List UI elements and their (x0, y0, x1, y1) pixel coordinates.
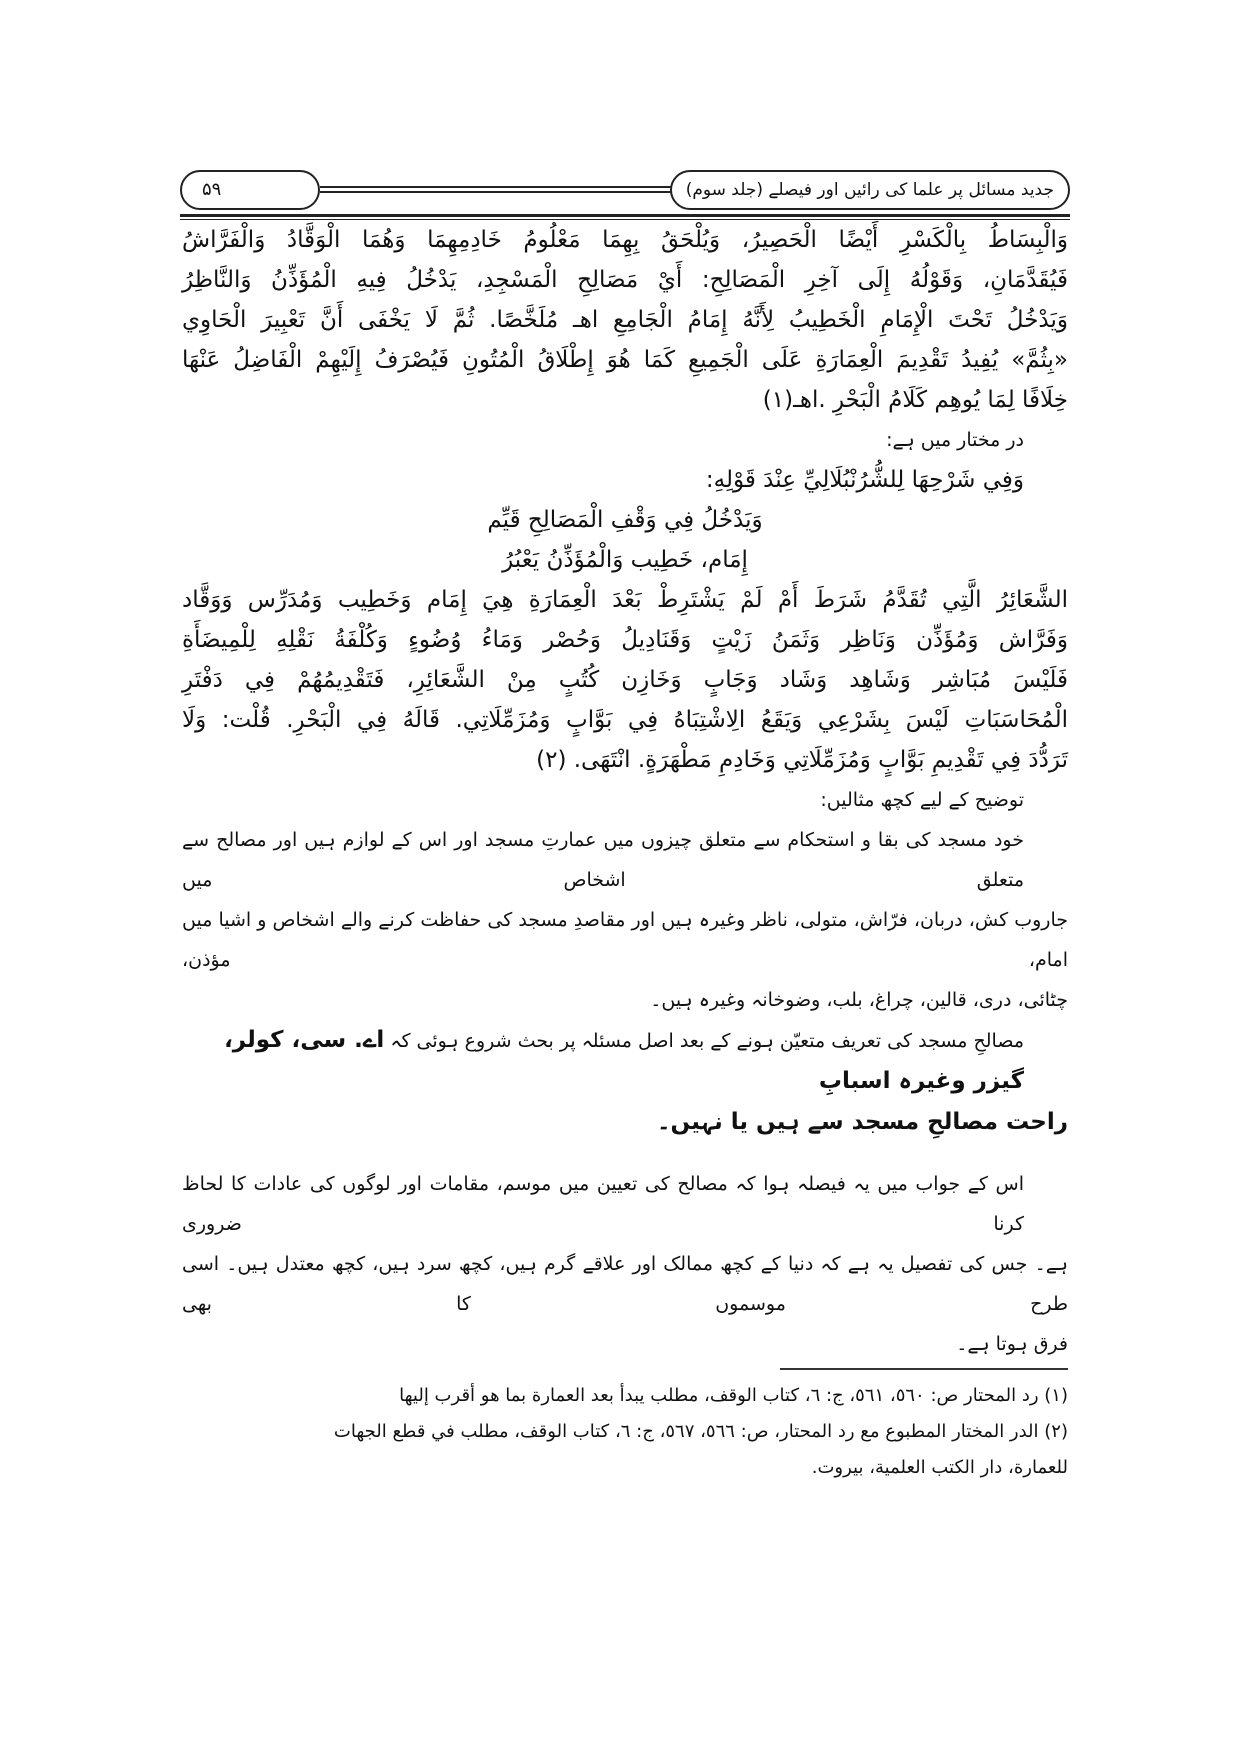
arabic-quote-line: خِلَافًا لِمَا يُوهِم كَلَامُ الْبَحْرِ .اهـ(١) (762, 387, 1068, 413)
question-intro: مصالحِ مسجد کی تعریف متعیّن ہونے کے بعد اصل مسئلہ پر بحث شروع ہوئی کہ (390, 1030, 1024, 1052)
urdu-line: خود مسجد کی بقا و استحکام سے متعلق چیزوں میں عمارتِ مسجد اور اس کے لوازم ہیں اور مصالح سے متعلق اشخاص میں (182, 829, 1024, 891)
arabic-quote-line: الْمُحَاسَبَاتِ لَيْسَ بِشَرْعِي وَيَقَعُ الِاشْتِبَاهُ فِي بَوَّابٍ وَمُزَمِّلَاتِي. قَالَهُ فِي الْبَحْرِ. قُلْت: وَلَا (182, 707, 1068, 733)
urdu-line: فرق ہوتا ہے۔ (956, 1333, 1068, 1355)
arabic-quote-line: فَيُقَدَّمَانِ، وَقَوْلُهُ إِلَى آخِرِ الْمَصَالِحِ: أَيْ مَصَالِحِ الْمَسْجِدِ، يَدْخُلُ فِيهِ الْمُؤَذِّنُ وَالنَّاظِرُ (182, 267, 1068, 293)
verse-line: وَيَدْخُلُ فِي وَقْفِ الْمَصَالِحِ قَيِّم (487, 507, 763, 533)
footnote: للعمارة، دار الكتب العلمية، بيروت. (811, 1457, 1068, 1478)
urdu-line: ہے۔ جس کی تفصیل یہ ہے کہ دنیا کے کچھ ممالک اور علاقے گرم ہیں، کچھ سرد ہیں، کچھ معتدل ہیں۔ اسی طرح موسموں کا بھی (182, 1253, 1068, 1315)
page-body (182, 220, 1068, 1364)
page-number: ۵۹ (180, 170, 320, 210)
footnote-rule (780, 1368, 1068, 1370)
urdu-line: اس کے جواب میں یہ فیصلہ ہوا کہ مصالح کی تعیین میں موسم، مقامات اور لوگوں کی عادات کا لحاظ کرنا ضروری (182, 1173, 1024, 1235)
arabic-quote-line: «بِثُمَّ» يُفِيدُ تَقْدِيمَ الْعِمَارَةِ عَلَى الْجَمِيعِ كَمَا هُوَ إِطْلَاقُ الْمُتُونِ فَيُصْرَفُ إِلَيْهِمْ الْفَاضِلُ عَنْهَا (182, 347, 1068, 373)
arabic-quote-line: فَلَيْسَ مُبَاشِر وَشَاهِد وَشَاد وَجَابٍ وَخَازِن كُتُبٍ مِنْ الشَّعَائِرِ، فَتَقْدِيمُهُمْ فِي دَفْتَرِ (182, 667, 1068, 693)
running-header-title: جدید مسائل پر علما کی رائیں اور فیصلے (جلد سوم) (670, 170, 1070, 210)
footnote: (٢) الدر المختار المطبوع مع رد المحتار، ص: ٥٦٦، ٥٦٧، ج: ٦، كتاب الوقف، مطلب في قطع الجهات (333, 1421, 1068, 1442)
arabic-quote-line: تَرَدُّدَ فِي تَقْدِيمِ بَوَّابٍ وَمُزَمِّلَاتِي وَخَادِمِ مَطْهَرَةٍ. انْتَهَى. (٢) (536, 747, 1068, 773)
verse-line: إِمَام، خَطِيب وَالْمُؤَذِّنُ يَعْبُرُ (502, 547, 748, 573)
question-bold-line: راحت مصالحِ مسجد سے ہیں یا نہیں۔ (657, 1109, 1068, 1135)
urdu-line: چٹائی، دری، قالین، چراغ، بلب، وضوخانہ وغیرہ ہیں۔ (650, 989, 1068, 1011)
question-line (182, 1020, 1068, 1102)
arabic-quote-line: الشَّعَائِرُ الَّتِي تُقَدَّمُ شَرَطَ أَمْ لَمْ يَشْتَرِطْ بَعْدَ الْعِمَارَةِ هِيَ إِمَام وَخَطِيب وَمُدَرِّس وَوَقَّاد (182, 587, 1068, 613)
sharh-intro: وَفِي شَرْحِهَا لِلشُّرُنْبُلَالِيِّ عِنْدَ قَوْلِهِ: (705, 467, 1024, 493)
paragraph-gap (182, 1142, 1068, 1164)
footnote: (١) رد المحتار ص: ٥٦٠، ٥٦١، ج: ٦، كتاب الوقف، مطلب يبدأ بعد العمارة بما هو أقرب إليها (399, 1385, 1068, 1406)
footnotes (182, 1368, 1068, 1486)
question-bold: اے. سی، کولر، گیزر وغیرہ اسبابِ (224, 1027, 1024, 1094)
durr-intro: در مختار میں ہے: (886, 429, 1024, 451)
urdu-line: جاروب کش، دربان، فرّاش، متولی، ناظر وغیرہ ہیں اور مقاصدِ مسجد کی حفاظت کرنے والے اشخاص و اشیا میں امام، مؤذن، (182, 909, 1068, 971)
examples-heading: توضیح کے لیے کچھ مثالیں: (820, 789, 1024, 811)
arabic-quote-line: وَيَدْخُلُ تَحْتَ الْإِمَامِ الْخَطِيبُ لِأَنَّهُ إِمَامُ الْجَامِعِ اهـ مُلَخَّصًا. ثُمَّ لَا يَخْفَى أَنَّ تَعْبِيرَ الْحَاوِي (182, 307, 1068, 333)
arabic-quote-line: وَفَرَّاش وَمُؤَذِّن وَنَاظِر وَثَمَنُ زَيْتٍ وَقَنَادِيلُ وَحُصْر وَمَاءُ وُضُوءٍ وَكُلْفَةُ نَقْلِهِ لِلْمِيضَأَةِ (182, 627, 1068, 653)
arabic-quote-line: وَالْبِسَاطُ بِالْكَسْرِ أَيْضًا الْحَصِيرُ، وَيُلْحَقُ بِهِمَا مَعْلُومُ خَادِمِهِمَا وَهُمَا الْوَقَّادُ وَالْفَرَّاشُ (182, 227, 1068, 253)
